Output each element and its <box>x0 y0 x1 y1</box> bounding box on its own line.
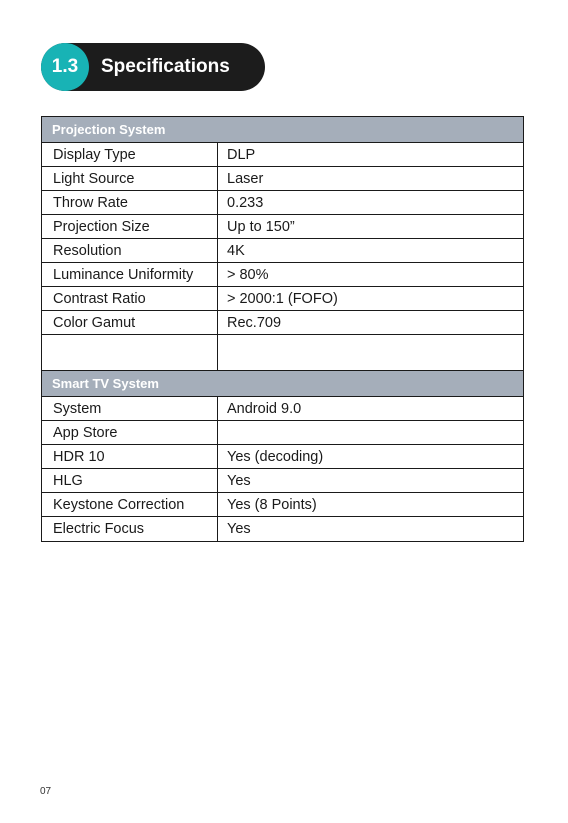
group-header-smart-tv-system: Smart TV System <box>42 371 523 397</box>
table-row <box>42 493 523 517</box>
table-row <box>42 445 523 469</box>
table-row <box>42 167 523 191</box>
spec-label: Electric Focus <box>42 517 218 541</box>
spec-value: Android 9.0 <box>227 400 302 417</box>
spec-label: Projection Size <box>42 215 218 238</box>
table-row <box>42 287 523 311</box>
table-row <box>42 517 523 541</box>
spec-label: Throw Rate <box>42 191 218 214</box>
spec-label: Resolution <box>42 239 218 262</box>
spec-value: Yes (decoding) <box>227 448 324 465</box>
table-row <box>42 311 523 335</box>
spec-value: Yes <box>227 521 251 537</box>
spec-value: Yes <box>227 472 251 489</box>
spec-value: Yes (8 Points) <box>227 496 317 513</box>
spec-value: Up to 150” <box>227 218 295 235</box>
table-row <box>42 239 523 263</box>
spec-label: Keystone Correction <box>42 493 218 516</box>
table-row <box>42 421 523 445</box>
table-row-empty <box>42 335 523 371</box>
spec-value <box>218 335 523 370</box>
spec-value <box>218 421 523 444</box>
spec-label: Light Source <box>42 167 218 190</box>
spec-value: 4K <box>227 242 245 259</box>
spec-label: System <box>42 397 218 420</box>
table-row <box>42 215 523 239</box>
spec-value: 0.233 <box>227 194 264 211</box>
spec-value: > 2000:1 (FOFO) <box>227 290 338 307</box>
table-row <box>42 191 523 215</box>
spec-label: HLG <box>42 469 218 492</box>
table-row <box>42 397 523 421</box>
spec-value: DLP <box>227 146 256 163</box>
section-title: Specifications <box>101 56 230 77</box>
spec-label: App Store <box>42 421 218 444</box>
spec-label <box>42 335 218 370</box>
spec-value: Rec.709 <box>227 314 282 331</box>
spec-value: > 80% <box>227 266 269 283</box>
table-row <box>42 263 523 287</box>
specifications-table <box>41 116 524 542</box>
group-header-projection-system: Projection System <box>42 117 523 143</box>
page-number: 07 <box>40 786 52 797</box>
spec-value: Laser <box>227 170 264 187</box>
table-row <box>42 143 523 167</box>
table-row <box>42 469 523 493</box>
section-number-badge: 1.3 <box>41 43 89 91</box>
spec-label: Contrast Ratio <box>42 287 218 310</box>
spec-label: Color Gamut <box>42 311 218 334</box>
spec-label: Luminance Uniformity <box>42 263 218 286</box>
spec-label: Display Type <box>42 143 218 166</box>
spec-label: HDR 10 <box>42 445 218 468</box>
section-header <box>41 43 265 91</box>
